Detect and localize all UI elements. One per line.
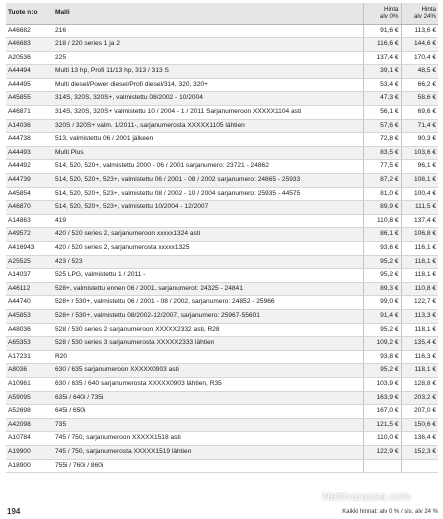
cell-model: 528+, valmistettu ennen 06 / 2001, sarjanumerot: 24325 - 24841 [53,282,363,296]
cell-model: 528+ / 530+, valmistettu 08/2002-12/2007, sarjanumero: 25967-55601 [53,309,363,323]
cell-product-number: A14036 [6,119,53,133]
cell-price-vat24: 118,1 € [401,364,438,378]
table-row [6,174,438,188]
table-row [6,214,438,228]
cell-price-vat0: 99,0 € [363,296,401,310]
table-row [6,24,438,38]
cell-model: 420 / 520 series 2, sarjanumerosta xxxxx1325 [53,242,363,256]
cell-price-vat24: 144,6 € [401,38,438,52]
cell-product-number: A18900 [6,459,53,473]
cell-price-vat0: 83,5 € [363,146,401,160]
cell-price-vat0: 56,1 € [363,106,401,120]
cell-product-number: A20536 [6,51,53,65]
cell-price-vat24: 118,1 € [401,323,438,337]
cell-model: 745 / 750, sarjanumerosta XXXXX1519 lähtien [53,445,363,459]
cell-price-vat0 [363,459,401,473]
table-row [6,309,438,323]
cell-price-vat0: 87,2 € [363,174,401,188]
cell-price-vat24: 58,6 € [401,92,438,106]
table-row [6,228,438,242]
cell-price-vat24: 135,4 € [401,337,438,351]
table-row [6,350,438,364]
cell-model: 525 LPG, valmistettu 1 / 2011 - [53,269,363,283]
table-row [6,201,438,215]
cell-model: 755i / 760i / 860i [53,459,363,473]
cell-model: 528+ / 530+, valmistettu 06 / 2001 - 08 / 2002, sarjanumero: 24852 - 25966 [53,296,363,310]
cell-product-number: A19900 [6,445,53,459]
cell-price-vat0: 110,8 € [363,214,401,228]
cell-price-vat0: 81,0 € [363,187,401,201]
table-row [6,432,438,446]
cell-price-vat0: 95,2 € [363,269,401,283]
cell-price-vat24: 113,6 € [401,24,438,38]
cell-price-vat24: 113,3 € [401,309,438,323]
cell-price-vat24: 103,6 € [401,146,438,160]
cell-price-vat24: 116,3 € [401,350,438,364]
cell-model: 630 / 635 / 640 sarjanumerosta XXXXX0903 lähtien, R35 [53,377,363,391]
cell-price-vat0: 109,2 € [363,337,401,351]
table-row [6,364,438,378]
cell-product-number: A25525 [6,255,53,269]
cell-product-number: A59095 [6,391,53,405]
cell-price-vat0: 72,8 € [363,133,401,147]
table-row [6,377,438,391]
cell-price-vat24: 128,8 € [401,377,438,391]
table-row [6,255,438,269]
cell-price-vat24: 71,4 € [401,119,438,133]
cell-price-vat0: 167,0 € [363,405,401,419]
cell-price-vat24: 122,7 € [401,296,438,310]
cell-price-vat0: 95,2 € [363,323,401,337]
cell-model: 645i / 650i [53,405,363,419]
cell-model: 635i / 640i / 735i [53,391,363,405]
cell-product-number: A10961 [6,377,53,391]
cell-price-vat24: 118,1 € [401,269,438,283]
cell-price-vat0: 122,9 € [363,445,401,459]
cell-product-number: A46682 [6,24,53,38]
cell-price-vat24: 66,2 € [401,78,438,92]
cell-model: 320S / 320S+ valm. 1/2011-, sarjanumerosta XXXXX1105 lähtien [53,119,363,133]
cell-model: 630 / 635 sarjanumeroon XXXXX0903 asti [53,364,363,378]
cell-price-vat0: 53,4 € [363,78,401,92]
cell-model: 218 / 220 series 1 ja 2 [53,38,363,52]
table-row [6,65,438,79]
cell-product-number: A52698 [6,405,53,419]
table-row [6,38,438,52]
cell-model: 314S, 320S, 320S+, valmistettu 08/2002 - 10/2004 [53,92,363,106]
cell-model: Multi 13 hp, Profi 11/13 hp, 313 / 313 S [53,65,363,79]
cell-price-vat24: 136,4 € [401,432,438,446]
cell-model: 419 [53,214,363,228]
cell-model: 514, 520, 520+, valmistettu 2000 - 06 / 2001 sarjanumero: 23721 - 24862 [53,160,363,174]
cell-model: 423 / 523 [53,255,363,269]
cell-price-vat24: 137,4 € [401,214,438,228]
table-row [6,119,438,133]
cell-price-vat0: 110,0 € [363,432,401,446]
cell-product-number: A44739 [6,174,53,188]
cell-model: 225 [53,51,363,65]
table-row [6,92,438,106]
cell-product-number: A65353 [6,337,53,351]
cell-model: 514, 520, 520+, 523+, valmistettu 06 / 2001 - 08 / 2002 sarjanumero: 24865 - 25933 [53,174,363,188]
cell-product-number: A45855 [6,92,53,106]
table-row [6,242,438,256]
cell-product-number: A44740 [6,296,53,310]
table-row [6,445,438,459]
cell-price-vat0: 121,5 € [363,418,401,432]
cell-model: 745 / 750, sarjanumeroon XXXXX1518 asti [53,432,363,446]
cell-price-vat24 [401,459,438,473]
cell-product-number: A17231 [6,350,53,364]
table-row [6,78,438,92]
cell-price-vat0: 39,1 € [363,65,401,79]
cell-product-number: A14863 [6,214,53,228]
cell-price-vat0: 93,6 € [363,242,401,256]
cell-model: 514, 520, 520+, 523+, valmistettu 08 / 2002 - 10 / 2004 sarjanumero: 25935 - 44575 [53,187,363,201]
cell-product-number: A45854 [6,187,53,201]
cell-model: 314S, 320S, 320S+ valmistettu 10 / 2004 - 1 / 2011 Sarjanumeroon XXXXX1104 asti [53,106,363,120]
cell-price-vat0: 57,6 € [363,119,401,133]
table-row [6,146,438,160]
cell-product-number: A49572 [6,228,53,242]
cell-product-number: A46683 [6,38,53,52]
page-number: 194 [7,507,21,516]
cell-model: R20 [53,350,363,364]
cell-price-vat24: 110,8 € [401,282,438,296]
table-row [6,51,438,65]
table-row [6,269,438,283]
price-footnote: Kaikki hinnat: alv 0 % / sis. alv 24 % [342,509,438,515]
table-row [6,106,438,120]
cell-price-vat0: 89,3 € [363,282,401,296]
header-price-vat24: Hinta alv 24% [401,3,438,24]
cell-price-vat24: 116,1 € [401,242,438,256]
price-table-header [6,3,438,24]
cell-price-vat24: 150,6 € [401,418,438,432]
price-table [6,3,438,473]
table-row [6,187,438,201]
cell-price-vat24: 170,4 € [401,51,438,65]
cell-product-number: A44492 [6,160,53,174]
table-row [6,160,438,174]
cell-model: 528 / 530 series 2 sarjanumeroon XXXXX2332 asti, R28 [53,323,363,337]
cell-price-vat0: 91,6 € [363,24,401,38]
cell-product-number: A42098 [6,418,53,432]
price-table-body [6,24,438,473]
cell-price-vat24: 207,0 € [401,405,438,419]
cell-product-number: A44494 [6,65,53,79]
table-row [6,133,438,147]
table-row [6,337,438,351]
cell-price-vat24: 100,4 € [401,187,438,201]
cell-model: 735 [53,418,363,432]
cell-model: 420 / 520 series 2, sarjanumeroon xxxxx1324 asti [53,228,363,242]
cell-product-number: A10784 [6,432,53,446]
table-row [6,405,438,419]
cell-product-number: A45853 [6,309,53,323]
cell-price-vat24: 96,1 € [401,160,438,174]
table-row [6,418,438,432]
cell-price-vat0: 163,9 € [363,391,401,405]
cell-price-vat24: 69,6 € [401,106,438,120]
cell-product-number: A44738 [6,133,53,147]
cell-price-vat0: 91,4 € [363,309,401,323]
header-model: Malli [53,3,363,24]
cell-model: Multi Plus [53,146,363,160]
cell-price-vat24: 108,1 € [401,174,438,188]
cell-product-number: A416943 [6,242,53,256]
cell-model: 513, valmistettu 06 / 2001 jälkeen [53,133,363,147]
cell-model: 514, 520, 520+, 523+, valmistettu 10/2004 - 12/2007 [53,201,363,215]
cell-product-number: A48036 [6,323,53,337]
cell-price-vat24: 152,3 € [401,445,438,459]
table-row [6,391,438,405]
header-product-number: Tuote n:o [6,3,53,24]
cell-price-vat0: 77,5 € [363,160,401,174]
cell-price-vat0: 116,6 € [363,38,401,52]
cell-price-vat0: 95,2 € [363,255,401,269]
cell-product-number: A44493 [6,146,53,160]
cell-product-number: A46112 [6,282,53,296]
cell-price-vat0: 93,8 € [363,350,401,364]
cell-product-number: A44495 [6,78,53,92]
cell-price-vat24: 203,2 € [401,391,438,405]
cell-price-vat0: 103,9 € [363,377,401,391]
watermark: Nettivaraosa.com [322,491,411,503]
cell-model: 528 / 530 series 3 sarjanumerosta XXXXX2333 lähtien [53,337,363,351]
cell-product-number: A8036 [6,364,53,378]
table-row [6,296,438,310]
cell-price-vat0: 86,1 € [363,228,401,242]
cell-product-number: A46871 [6,106,53,120]
cell-product-number: A46870 [6,201,53,215]
cell-price-vat0: 47,3 € [363,92,401,106]
cell-product-number: A14037 [6,269,53,283]
cell-price-vat24: 111,5 € [401,201,438,215]
table-row [6,282,438,296]
cell-price-vat24: 106,8 € [401,228,438,242]
header-price-vat0: Hinta alv 0% [363,3,401,24]
cell-price-vat0: 95,2 € [363,364,401,378]
cell-price-vat24: 118,1 € [401,255,438,269]
cell-price-vat0: 137,4 € [363,51,401,65]
cell-price-vat0: 89,9 € [363,201,401,215]
cell-price-vat24: 48,5 € [401,65,438,79]
cell-model: Multi diesel/Power diesel/Profi diesel/314, 320, 320+ [53,78,363,92]
cell-price-vat24: 90,3 € [401,133,438,147]
table-row [6,323,438,337]
table-row [6,459,438,473]
cell-model: 216 [53,24,363,38]
